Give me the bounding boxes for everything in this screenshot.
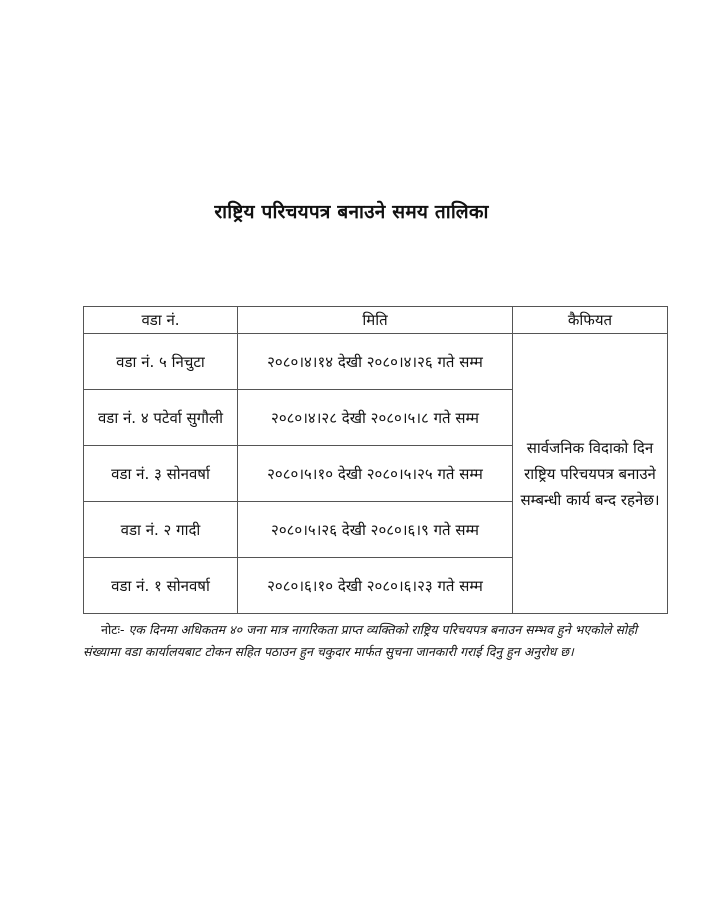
date-cell: २०८०।५।२६ देखी २०८०।६।९ गते सम्म [238, 502, 513, 558]
date-cell: २०८०।६।१० देखी २०८०।६।२३ गते सम्म [238, 558, 513, 614]
document-title: राष्ट्रिय परिचयपत्र बनाउने समय तालिका [214, 201, 489, 223]
table-header-row [84, 307, 668, 334]
ward-cell: वडा नं. २ गादी [84, 502, 238, 558]
ward-cell: वडा नं. १ सोनवर्षा [84, 558, 238, 614]
note-text: एक दिनमा अधिकतम ४० जना मात्र नागरिकता प्राप्त व्यक्तिको राष्ट्रिय परिचयपत्र बनाउन सम्भव हुने भएकोले सोही संख्यामा वडा कार्यालयबाट टोकन सहित पठाउन हुन चकुदार मार्फत सुचना जानकारी गराई दिनु हुन अनुरोध छ। [83, 622, 638, 659]
note-label: नोटः- [101, 622, 125, 637]
ward-cell: वडा नं. ५ निचुटा [84, 334, 238, 390]
date-cell: २०८०।४।२८ देखी २०८०।५।८ गते सम्म [238, 390, 513, 446]
header-date: मिति [238, 307, 513, 334]
header-ward: वडा नं. [84, 307, 238, 334]
remarks-cell: सार्वजनिक विदाको दिन राष्ट्रिय परिचयपत्र बनाउने सम्बन्धी कार्य बन्द रहनेछ। [513, 334, 668, 614]
date-cell: २०८०।५।१० देखी २०८०।५।२५ गते सम्म [238, 446, 513, 502]
schedule-table [83, 306, 668, 614]
date-cell: २०८०।४।१४ देखी २०८०।४।२६ गते सम्म [238, 334, 513, 390]
table-row [84, 334, 668, 390]
note-paragraph [83, 619, 643, 663]
ward-cell: वडा नं. ३ सोनवर्षा [84, 446, 238, 502]
ward-cell: वडा नं. ४ पटेर्वा सुगौली [84, 390, 238, 446]
header-remarks: कैफियत [513, 307, 668, 334]
